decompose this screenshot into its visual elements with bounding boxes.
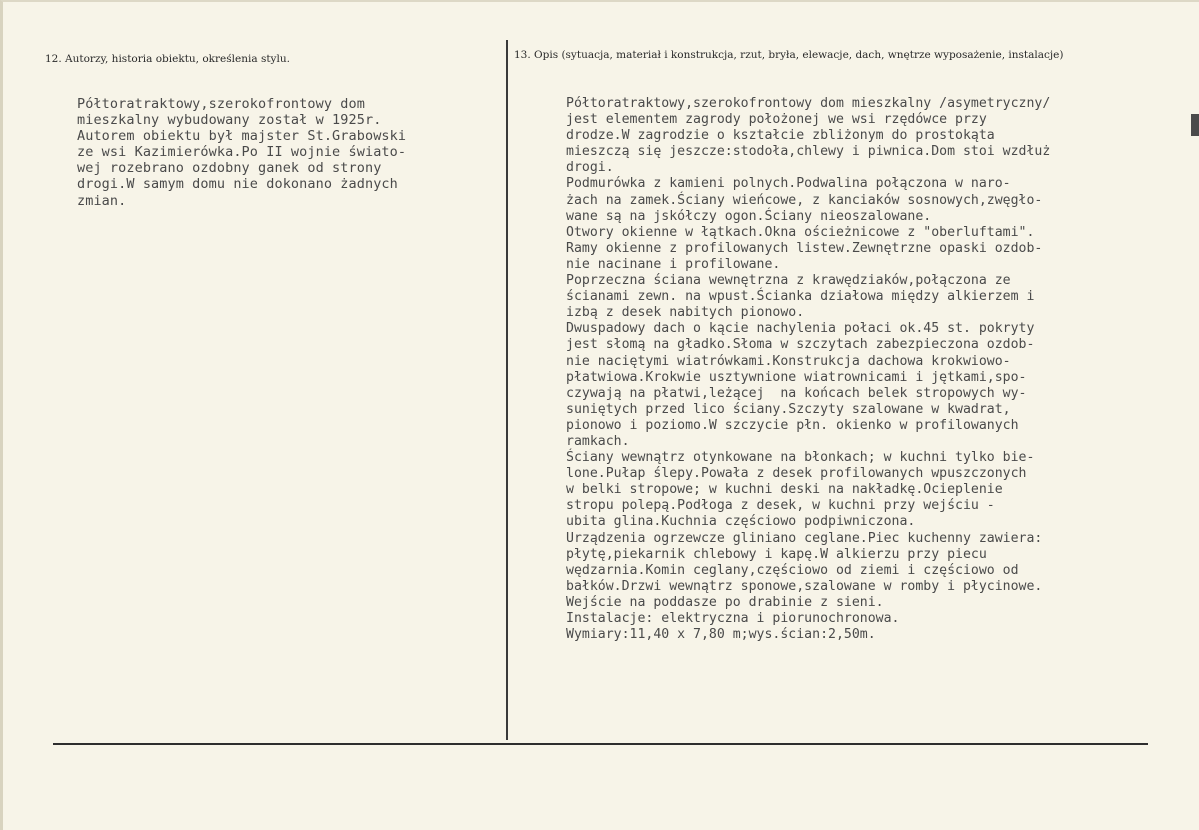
typed-line: jest słomą na gładko.Słoma w szczytach zabezpieczona ozdob- [566,337,1035,353]
typed-line: bałków.Drzwi wewnątrz sponowe,szalowane w romby i płycinowe. [566,578,1043,594]
typed-line: izbą z desek nabitych pionowo. [566,305,805,321]
typed-line: Podmurówka z kamieni polnych.Podwalina połączona w naro- [566,176,1011,192]
typed-line: Instalacje: elektryczna i piorunochronowa. [566,611,900,626]
typed-line: czywają na płatwi,leżącej na końcach belek stropowych wy- [566,385,1027,401]
typed-line: zmian. [77,192,127,209]
typed-line: Ramy okienne z profilowanych listew.Zewnętrzne opaski ozdob- [566,240,1043,256]
typed-line: drodze.W zagrodzie o kształcie zbliżonym do prostokąta [566,128,995,144]
right-section-heading: 13. Opis (sytuacja, materiał i konstrukcja, rzut, bryła, elewacje, dach, wnętrze wyposażenie, instalacje) [514,49,1064,61]
typed-line: drogi. [566,160,614,176]
typed-line: żach na zamek.Ściany wieńcowe, z kanciaków sosnowych,zwęgło- [566,192,1043,208]
typed-line: Urządzenia ogrzewcze gliniano ceglane.Piec kuchenny zawiera: [566,530,1043,546]
left-section-heading: 12. Autorzy, historia obiektu, określenia stylu. [45,53,290,65]
typed-line: jest elementem zagrody położonej we wsi rzędówce przy [566,112,987,128]
typed-line: Półtoratraktowy,szerokofrontowy dom mieszkalny /asymetryczny/ [566,96,1051,111]
bottom-rule [53,743,1148,745]
typed-line: Autorem obiektu był majster St.Grabowski [77,128,407,145]
typed-line: ramkach. [566,433,630,449]
typed-line: Dwuspadowy dach o kącie nachylenia połaci ok.45 st. pokryty [566,321,1035,337]
typed-line: wędzarnia.Komin ceglany,częściowo od ziemi i częściowo od [566,562,1019,578]
typed-line: stropu polepą.Podłoga z desek, w kuchni przy wejściu - [566,498,995,514]
typed-line: mieszkalny wybudowany został w 1925r. [77,112,382,129]
binder-tab-mark [1191,114,1199,136]
typed-line: lone.Pułap ślepy.Powała z desek profilowanych wpuszczonych [566,466,1027,482]
typed-line: Półtoratraktowy,szerokofrontowy dom [77,96,365,112]
typed-line: wane są na jskółczy ogon.Ściany nieoszalowane. [566,208,932,224]
typed-line: drogi.W samym domu nie dokonano żadnych [77,176,398,193]
typed-line: Poprzeczna ściana wewnętrzna z krawędziaków,połączona ze [566,273,1011,289]
typed-line: Wejście na poddasze po drabinie z sieni. [566,594,884,610]
typed-line: Wymiary:11,40 x 7,80 m;wys.ścian:2,50m. [566,627,876,643]
column-divider [506,40,508,740]
typed-line: płatwiowa.Krokwie usztywnione wiatrownicami i jętkami,spo- [566,369,1027,385]
typed-line: nie nacinane i profilowane. [566,256,781,272]
typed-line: nie naciętymi wiatrówkami.Konstrukcja dachowa krokwiowo- [566,353,1011,369]
typed-line: Ściany wewnątrz otynkowane na błonkach; w kuchni tylko bie- [566,450,1035,466]
typed-line: wej rozebrano ozdobny ganek od strony [77,160,382,177]
typed-line: w belki stropowe; w kuchni deski na nakładkę.Ocieplenie [566,482,1003,498]
typed-line: ścianami zewn. na wpust.Ścianka działowa między alkierzem i [566,289,1035,305]
typed-line: pionowo i poziomo.W szczycie płn. okienko w profilowanych [566,417,1019,433]
right-typed-text [566,96,1050,643]
typed-line: Otwory okienne w łątkach.Okna ościeżnicowe z "oberluftami". [566,224,1035,240]
left-typed-text [77,96,406,209]
typed-line: płytę,piekarnik chlebowy i kapę.W alkierzu przy piecu [566,546,987,562]
typed-line: suniętych przed lico ściany.Szczyty szalowane w kwadrat, [566,401,1011,417]
typed-line: mieszczą się jeszcze:stodoła,chlewy i piwnica.Dom stoi wzdłuż [566,144,1051,160]
typed-line: ze wsi Kazimierówka.Po II wojnie świato- [77,144,407,161]
typed-line: ubita glina.Kuchnia częściowo podpiwniczona. [566,514,916,530]
